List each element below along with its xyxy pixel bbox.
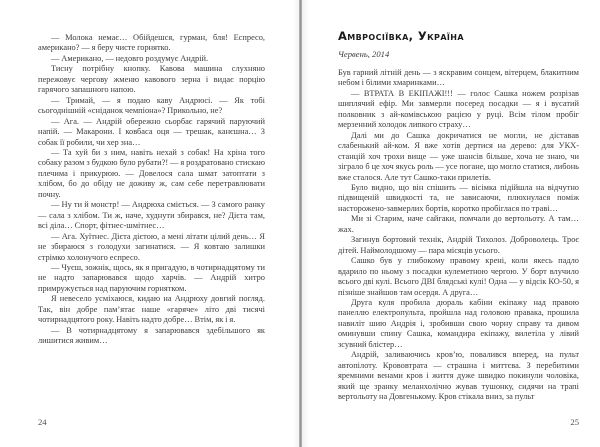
paragraph: — Тримай, — я подаю каву Андрюсі. — Як тобі сьогоднішній «сніданок чемпіона»? Прикольно, не? <box>38 95 265 116</box>
paragraph: — ВТРАТА В ЕКІПАЖІ!!! — голос Сашка ножем розрізав шиплячий ефір. Ми завмерли посеред посадки — я і вусатий полковник з ай-комівською рацією у руці. Всім тілом пробіг мерзенний холодок липкого страху… <box>338 88 579 130</box>
paragraph: — Ага. Хуїтнес. Дієта дієтою, а мені літати цілий день… Я не збираюся з голодухи загинатися. — Я ковтаю залишки стрімко холонучого еспресо. <box>38 231 265 262</box>
page-left-text <box>38 33 265 347</box>
paragraph: Андрій, заливаючись кров’ю, повалився вперед, на пульт автопілоту. Крововтрата — страшна і миттєва. З перебитими яремними венами кров і життя дуже швидко покинули чоловіка, який ще зранку меланхолічно жував тушонку, сидячи на трапі вертольоту на Довгенькому. Кров стікала вниз, за пульт <box>338 350 579 402</box>
paragraph: Друга куля пробила дюраль кабіни екіпажу над правою панеллю електропульта, пройшла над головою правака, прошила навиліт шию Андрія і, зробивши свою чорну справу та дивом оминувши спину Сашка, командира екіпажу, вилетіла у лівий зсувний блістер… <box>338 297 579 349</box>
page-right-text <box>338 68 579 403</box>
book-page-right <box>302 0 600 447</box>
paragraph: — Чуєш, зожнік, щось, як я пригадую, в чотирнадцятому ти не надто запарювався щодо харчів. — Андрій хитро примружується над паруючим горнятком. <box>38 262 265 293</box>
paragraph: Далі ми до Сашка докричатися не могли, не діставав слабенький ай-ком. Я вже хотів дертися на дерево: для УКХ-станцій хоч трохи вище — уже шансів більше, хоча не знаю, чи зіграло б це хоч якусь роль — усе погане, що могло статися, либонь вже сталося. Але тут Сашко-таки прилетів. <box>338 130 579 182</box>
book-page-left <box>0 0 299 447</box>
paragraph: — Та хуй би з ним, навіть нехай з собак! На хріна того собаку разом з будкою було рубати?! — я роздратовано стискаю плечима і прикурюю. — Довелося сала шмат затоптати з хлібом, бо до обіду не доживу ж, сам себе перетравлювати почну. <box>38 147 265 199</box>
paragraph: Я невесело усміхаюся, кидаю на Андрюху довгий погляд. Так, він добре пам’ятає наше «гаряче» літо дві тисячі чотирнадцятого року. Навіть надто добре… Втім, як і я. <box>38 294 265 325</box>
paragraph: Був гарний літній день — з яскравим сонцем, вітерцем, блакитним небом і білими хмаринками… <box>338 68 579 88</box>
chapter-date: Червень, 2014 <box>338 49 390 59</box>
paragraph: — Американо, — недовго роздумує Андрій. <box>51 53 209 63</box>
paragraph: Тисну потрібну кнопку. Кавова машина слухняно пережовує чергову жменю кавового зерна і видає порцію гарячого запашного напою. <box>38 64 265 95</box>
paragraph: — Молока немає… Обійдешся, гурман, бля! Еспресо, американо? — я беру чисте горнятко. <box>38 33 265 53</box>
chapter-title: Амвросіївка, Україна <box>338 29 464 43</box>
paragraph: — Ну ти й монстр! — Андрюха сміється. — З самого ранку — сала з хлібом. Ти ж, наче, худнути збирався, не? Дієта там, всі діла… Спорт, фітнес-шмітнес… <box>38 200 265 231</box>
paragraph: — В чотирнадцятому я запарювався здебільшого як лишитися живим… <box>38 325 265 346</box>
page-number-left: 24 <box>38 417 47 427</box>
paragraph: Ми зі Старим, наче сайгаки, помчали до вертольоту. А там… жах. <box>338 214 579 234</box>
paragraph: Загинув бортовий технік, Андрій Тихолоз. Доброволець. Троє дітей. Наймолодшому — пара місяців усього. <box>338 235 579 255</box>
page-number-right: 25 <box>570 417 579 427</box>
paragraph: — Ага. — Андрій обережно сьорбає гарячий паруючий напій. — Макарони. І ковбаса оця — трешак, канєшна… З собак її робили, чи хер зна… <box>38 116 265 147</box>
paragraph: Сашко був у глибокому правому крені, коли якесь падло вдарило по ньому з посадки кулеметною чергою. У борт влучило всього дві кулі. Всього ДВІ блядські кулі! Одна — у відсік КО-50, я пізніше знайшов там осердя. А друга… <box>338 256 579 297</box>
paragraph: Було видно, що він спішить — вісімка підійшла на відчутно підвищеній швидкості та, не зависаючи, плюхнулася поміж насторожено-завмерлих бортів, коротко пробіглася по траві… <box>338 182 579 213</box>
